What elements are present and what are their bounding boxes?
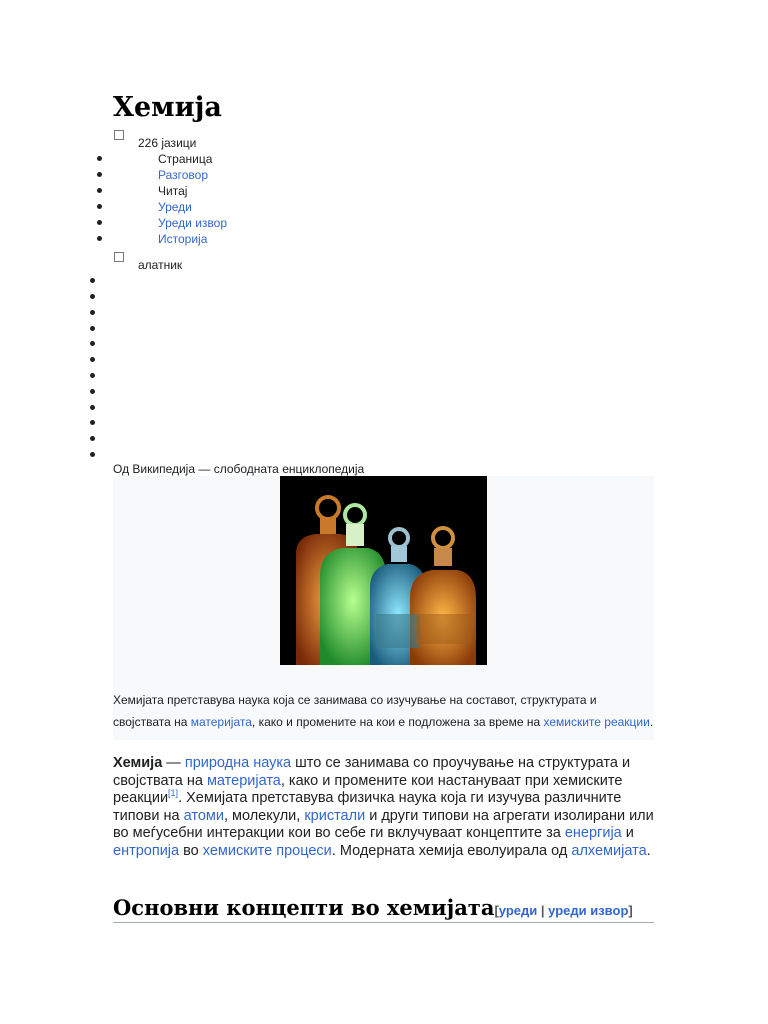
lead-text: . Хемијата претставува физичка наука која ги изучува различните типови на xyxy=(113,790,622,824)
nav-bullet xyxy=(97,188,102,193)
section-title: Основни концепти во хемијата xyxy=(113,895,495,920)
nav-bullet xyxy=(97,204,102,209)
reference-link[interactable]: [1] xyxy=(168,788,179,798)
empty-bullet xyxy=(90,452,95,457)
section-edit-source-link[interactable]: уреди извор xyxy=(548,903,629,918)
lead-text: во xyxy=(179,842,203,859)
lead-text: — xyxy=(162,755,185,771)
page-title: Хемија xyxy=(113,92,222,123)
link-crystals[interactable]: кристали xyxy=(304,807,366,824)
empty-bullet xyxy=(90,389,95,394)
nav-bullet xyxy=(97,236,102,241)
site-tagline: Од Википедија — слободната енциклопедија xyxy=(113,462,365,476)
link-chemical-processes[interactable]: хемиските процеси xyxy=(202,842,332,859)
link-alchemy[interactable]: алхемијата xyxy=(571,842,647,859)
nav-item-edit-source[interactable]: Уреди извор xyxy=(158,216,227,230)
section-edit-links xyxy=(494,903,632,918)
bracket-open: [ xyxy=(494,903,499,918)
caption-link-matter[interactable]: материјата xyxy=(190,715,252,729)
nav-item-edit[interactable]: Уреди xyxy=(158,200,192,214)
empty-bullet xyxy=(90,341,95,346)
lead-text: . xyxy=(646,842,651,859)
empty-bullet xyxy=(90,373,95,378)
image-caption xyxy=(113,689,654,733)
languages-label[interactable]: 226 јазици xyxy=(138,136,197,150)
lead-text: и други типови на агрегати изолирани или во меѓусебни интеракции кои во себе ги вклучуваат концептите за xyxy=(113,807,654,841)
bottles-illustration xyxy=(280,476,487,665)
empty-bullet xyxy=(90,405,95,410)
caption-link-chemical-reactions[interactable]: хемиските реакции xyxy=(543,715,650,729)
caption-line1: Хемијата претставува наука која се занимава со изучување на составот, структурата и xyxy=(113,693,597,707)
empty-bullet xyxy=(90,436,95,441)
lead-text: и xyxy=(621,825,634,841)
nav-item-read[interactable]: Читај xyxy=(158,184,188,198)
caption-text: . xyxy=(649,715,654,729)
lead-text: , молекули, xyxy=(223,807,305,824)
empty-bullet xyxy=(90,326,95,331)
nav-bullet xyxy=(97,156,102,161)
caption-text: својствата на xyxy=(113,715,191,729)
lead-text: . Модерната хемија еволуирала од xyxy=(331,842,572,859)
tools-label[interactable]: алатник xyxy=(138,258,183,272)
empty-bullet xyxy=(90,357,95,362)
link-atoms[interactable]: атоми xyxy=(183,807,224,824)
section-heading xyxy=(113,895,654,923)
nav-bullet xyxy=(97,172,102,177)
section-edit-link[interactable]: уреди xyxy=(498,903,538,918)
edit-separator: | xyxy=(537,903,549,918)
tools-checkbox[interactable] xyxy=(114,252,124,262)
link-energy[interactable]: енергија xyxy=(564,825,622,841)
nav-item-history[interactable]: Историја xyxy=(158,232,208,246)
caption-text: , како и промените на кои е подложена за време на xyxy=(251,715,544,729)
chemistry-bottles-image[interactable] xyxy=(280,476,487,665)
link-entropy[interactable]: ентропија xyxy=(113,842,180,859)
lead-text: , како и промените кои настануваат при хемиските реакции xyxy=(113,772,623,806)
link-natural-science[interactable]: природна наука xyxy=(184,755,292,771)
nav-item-page[interactable]: Страница xyxy=(158,152,213,166)
empty-bullet xyxy=(90,310,95,315)
link-matter[interactable]: материјата xyxy=(206,772,281,789)
languages-checkbox[interactable] xyxy=(114,130,124,140)
nav-bullet xyxy=(97,220,102,225)
lead-bold-term: Хемија xyxy=(113,755,163,771)
nav-item-talk[interactable]: Разговор xyxy=(158,168,209,182)
empty-bullet xyxy=(90,294,95,299)
bracket-close: ] xyxy=(628,903,633,918)
empty-bullet xyxy=(90,278,95,283)
lead-text: што се занимава со проучување на структурата и својствата на xyxy=(113,755,631,789)
empty-bullet xyxy=(90,420,95,425)
lead-paragraph xyxy=(113,755,654,860)
